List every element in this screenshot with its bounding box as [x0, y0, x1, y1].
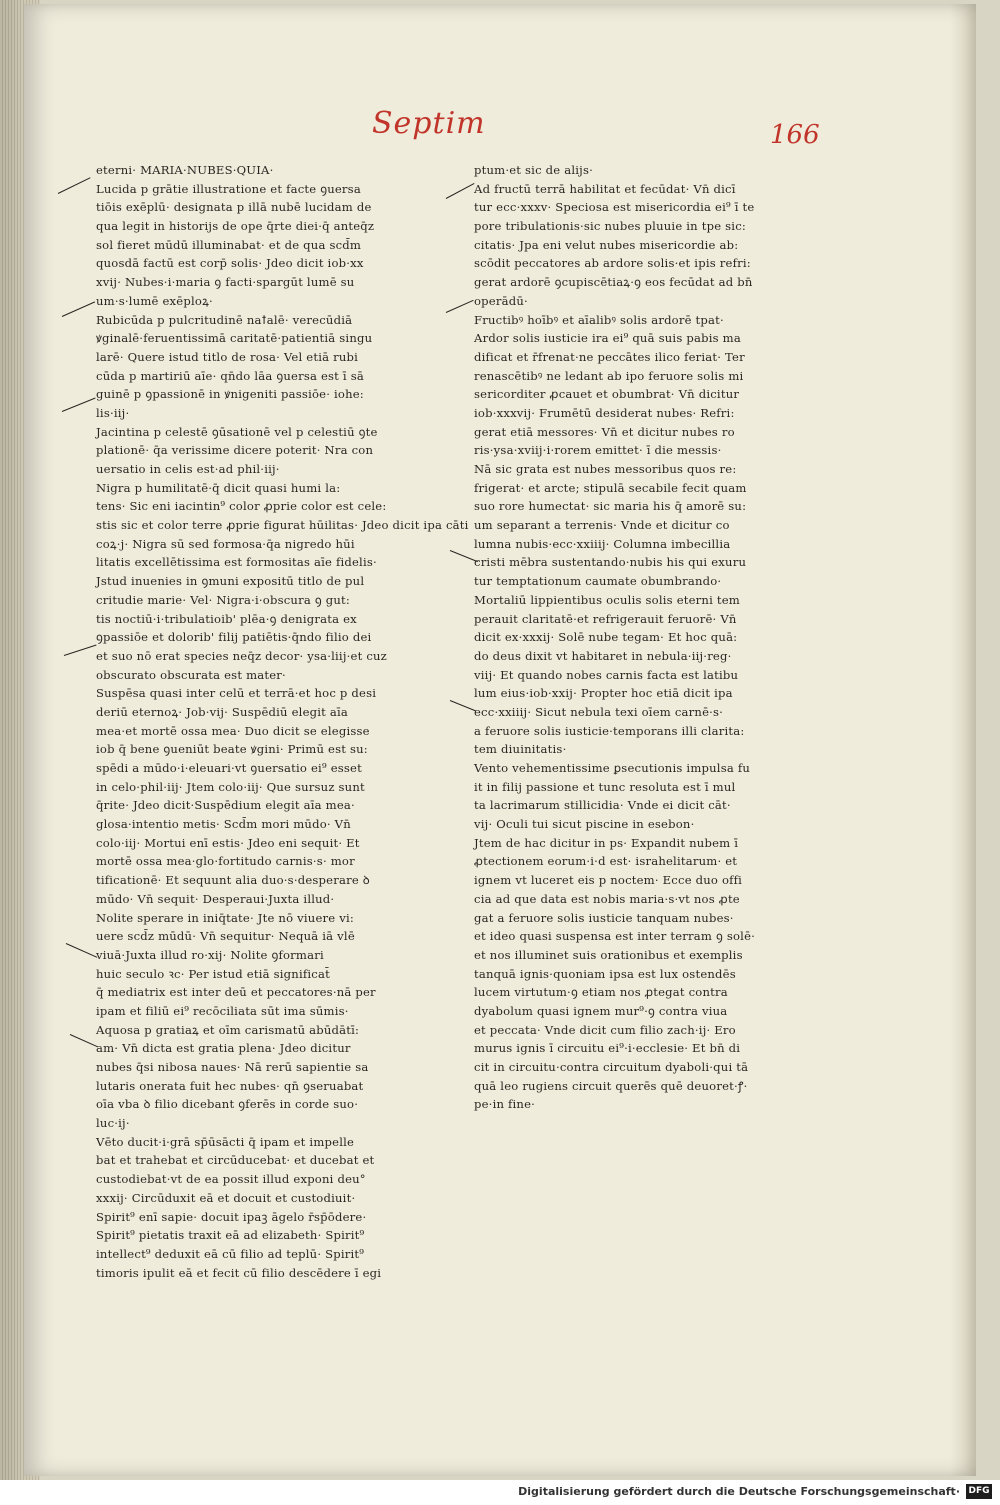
text-line: renascētibꝰ ne ledant ab ipo feruore solis mi	[474, 368, 744, 383]
text-line: Mortaliū lippientibus oculis solis eterni tem	[474, 592, 740, 607]
text-line: Spirit⁹ enī sapie· docuit ipaꝫ āgelo r̄sp̄ōdere·	[96, 1209, 367, 1224]
text-line: sol fieret mūdū illuminabat· et de qua scd̄m	[96, 237, 362, 252]
text-line: gat a feruore solis iusticie tanquam nubes·	[474, 910, 734, 925]
text-line: tens· Sic eni iacintin⁹ color ꝓprie color est cele:	[96, 499, 387, 514]
text-line: q̄ mediatrix est inter deū et peccatores·nā per	[96, 985, 376, 1000]
text-line: et nos illuminet suis orationibus et exemplis	[474, 947, 743, 962]
text-line: tur temptationum caumate obumbrando·	[474, 574, 722, 589]
text-line: obscurato obscurata est mater·	[96, 667, 286, 682]
dfg-logo: DFG	[966, 1484, 992, 1499]
running-head: Septim	[372, 106, 486, 141]
text-line: cia ad que data est nobis maria·s·vt nos ꝓte	[474, 891, 740, 906]
text-line: ris·ysa·xviij·i·rorem emittet· ī die messis·	[474, 443, 722, 458]
text-line: scōdit peccatores ab ardore solis·et ipis refri:	[474, 256, 751, 271]
text-line: Spirit⁹ pietatis traxit eā ad elizabeth· Spirit⁹	[96, 1228, 365, 1243]
text-line: bat et trahebat et circūducebat· et ducebat et	[96, 1153, 375, 1168]
text-line: it in filij passione et tunc resoluta est ī mul	[474, 779, 736, 794]
folio-number: 166	[770, 120, 820, 150]
text-line: larē· Quere istud titlo de rosa· Vel etiā rubi	[96, 349, 359, 364]
text-line: lumna nubis·ecc·xxiiij· Columna imbecillia	[474, 536, 731, 551]
text-line: xvij· Nubes·i·maria ꝯ facti·spargūt lumē su	[96, 275, 355, 290]
text-line: um separant a terrenis· Vnde et dicitur co	[474, 518, 730, 533]
text-line: eterni· MARIA·NUBES·QUIA·	[96, 163, 274, 177]
text-line: uere scd̄z mūdū· Vn̄ sequitur· Nequā iā vlē	[96, 929, 355, 944]
text-line: in celo·phil·iij· Jtem colo·iij· Que sursuz sunt	[96, 779, 365, 794]
text-line: lutaris onerata fuit hec nubes· qn̄ ꝯseruabat	[96, 1078, 364, 1093]
left-text-column	[96, 161, 469, 1282]
text-line: et suo nō erat species neq̄z decor· ysa·liij·et cuz	[96, 648, 387, 663]
text-line: Lucida p grātie illustratione et facte ꝯuersa	[96, 181, 361, 196]
text-line: coꝝ·j· Nigra sū sed formosa·q̄a nigredo hūi	[96, 536, 355, 551]
text-line: Jacintina p celestē ꝯūsationē vel p celestiū ꝯte	[96, 424, 378, 439]
text-line: quā leo rugiens circuit querēs quē deuoret·ꝭ·	[474, 1078, 748, 1093]
text-line: tificationē· Et sequunt alia duo·s·desperare ꝺ	[96, 873, 370, 888]
text-line: Jtem de hac dicitur in ps· Expandit nubem ī	[474, 835, 739, 850]
text-line: ꝟginalē·feruentissimā caritatē·patientiā singu	[96, 331, 373, 346]
text-line: qua legit in historijs de ope q̄rte diei·q̄ anteq̄z	[96, 219, 375, 234]
text-line: nubes q̄si nibosa naues· Nā rerū sapientie sa	[96, 1060, 369, 1074]
text-line: stis sic et color terre ꝓprie figurat hūilitas· Jdeo dicit ipa cāti	[96, 518, 469, 533]
text-line: cūda p martiriū aīe· qn̄do lāa ꝯuersa est ī sā	[96, 368, 364, 383]
text-line: gerat etiā messores· Vn̄ et dicitur nubes ro	[474, 424, 735, 439]
text-line: frigerat· et arcte; stipulā secabile fecit quam	[474, 480, 747, 495]
text-line: plationē· q̄a verissime dicere poterit· Nra con	[96, 443, 374, 458]
text-line: luc·ij·	[96, 1116, 130, 1131]
text-line: citatis· Jpa eni velut nubes misericordie ab:	[474, 237, 739, 252]
text-line: ignem vt luceret eis p noctem· Ecce duo offi	[474, 873, 743, 888]
text-line: guinē p ꝯpassionē in ꝟnigeniti passiōe· iohe:	[96, 387, 364, 402]
text-line: et ideo quasi suspensa est inter terram ꝯ solē·	[474, 929, 756, 944]
page-gutter-shade	[950, 4, 976, 1476]
text-line: custodiebat·vt de ea possit illud exponi deu°	[96, 1172, 366, 1187]
text-line: lum eius·iob·xxij· Propter hoc etiā dicit ipa	[474, 686, 733, 701]
text-line: tem diuinitatis·	[474, 742, 567, 757]
text-line: am· Vn̄ dicta est gratia plena· Jdeo dicitur	[96, 1041, 351, 1056]
text-line: deriū eternoꝝ· Job·vij· Suspēdiū elegit aīa	[96, 704, 349, 719]
text-line: critudie marie· Vel· Nigra·i·obscura ꝯ gut:	[96, 592, 350, 607]
text-line: iob q̄ bene ꝯueniūt beate ꝟgini· Primū est su:	[96, 742, 368, 757]
text-line: mea·et mortē ossa mea· Duo dicit se elegisse	[96, 723, 370, 738]
text-line: lis·iij·	[96, 405, 130, 420]
text-line: pe·in fine·	[474, 1097, 536, 1112]
text-line: quosdā factū est corp̄ solis· Jdeo dicit iob·xx	[96, 256, 364, 271]
text-line: Aquosa p gratiaꝝ et oīm carismatū abūdātī:	[96, 1022, 360, 1037]
text-line: cristi mēbra sustentando·nubis his qui exuru	[474, 555, 747, 570]
text-line: ecc·xxiiij· Sicut nebula texi oīem carnē·s·	[474, 704, 724, 719]
footer-credit: Digitalisierung gefördert durch die Deutsche Forschungsgemeinschaft·	[518, 1485, 960, 1498]
text-line: dyabolum quasi ignem mur⁹·ꝯ contra viua	[474, 1003, 728, 1018]
text-line: vij· Oculi tui sicut piscine in esebon·	[474, 817, 695, 832]
text-line: uersatio in celis est·ad phil·iij·	[96, 462, 280, 476]
text-line: tanquā ignis·quoniam ipsa est lux ostendēs	[474, 966, 736, 981]
text-line: ꝯpassiōe et dolorib' filij patiētis·q̄ndo filio dei	[96, 630, 372, 645]
text-line: oīa vba ꝺ filio dicebant ꝯferēs in corde suo·	[96, 1097, 359, 1112]
text-line: lucem virtutum·ꝯ etiam nos ꝓtegat contra	[474, 985, 728, 1000]
text-line: glosa·intentio metis· Scd̄m mori mūdo· Vn̄	[96, 817, 351, 832]
text-line: operādū·	[474, 293, 528, 308]
text-line: Ad fructū terrā habilitat et fecūdat· Vn̄ dicī	[474, 181, 736, 196]
text-line: Ardor solis iusticie ira ei⁹ quā suis pabis ma	[474, 331, 741, 346]
text-line: gerat ardorē ꝯcupiscētiaꝝ·ꝯ eos fecūdat ad bn̄	[474, 275, 753, 290]
text-line: Jstud inuenies in ꝯmuni expositū titlo de pul	[96, 574, 365, 589]
text-line: ptum·et sic de alijs·	[474, 163, 593, 177]
text-line: iob·xxxvij· Frumētū desiderat nubes· Refri:	[474, 405, 735, 420]
text-line: dicit ex·xxxij· Solē nube tegam· Et hoc quā:	[474, 630, 738, 645]
text-line: Fructibꝰ hoībꝰ et aīalibꝰ solis ardorē tpat·	[474, 312, 724, 327]
text-line: mūdo· Vn̄ sequit· Desperaui·Juxta illud·	[96, 891, 335, 906]
text-line: Suspēsa quasi inter celū et terrā·et hoc p desi	[96, 686, 377, 701]
text-line: perauit claritatē·et refrigerauit feruorē· Vn̄	[474, 611, 737, 626]
text-line: mortē ossa mea·glo·fortitudo carnis·s· mor	[96, 854, 355, 869]
text-line: sericorditer ꝓcauet et obumbrat· Vn̄ dicitur	[474, 387, 740, 402]
text-line: um·s·lumē exēploꝝ·	[96, 293, 213, 308]
text-line: murus ignis ī circuitu ei⁹·i·ecclesie· Et bn̄ di	[474, 1041, 741, 1056]
text-line: intellect⁹ deduxit eā cū filio ad teplū· Spirit⁹	[96, 1246, 365, 1261]
text-line: timoris ipulit eā et fecit cū filio descēdere ī egi	[96, 1265, 382, 1280]
text-line: a feruore solis iusticie·temporans illi clarita:	[474, 723, 745, 738]
text-line: dificat et r̄frenat·ne peccātes ilico feriat· Ter	[474, 349, 745, 364]
text-line: do deus dixit vt habitaret in nebula·iij·reg·	[474, 648, 732, 663]
text-line: viij· Et quando nobes carnis facta est latibu	[474, 667, 739, 682]
text-line: pore tribulationis·sic nubes pluuie in tpe sic:	[474, 219, 747, 234]
text-line: ta lacrimarum stillicidia· Vnde ei dicit cāt·	[474, 798, 731, 813]
text-line: q̄rite· Jdeo dicit·Suspēdium elegit aīa mea·	[96, 798, 355, 813]
text-line: litatis excellētissima est formositas aīe fidelis·	[96, 555, 377, 570]
right-text-column	[474, 161, 774, 1114]
text-line: Nolite sperare in iniq̄tate· Jte nō viuere vi:	[96, 910, 354, 925]
text-line: Nā sic grata est nubes messoribus quos re:	[474, 462, 737, 476]
text-line: tur ecc·xxxv· Speciosa est misericordia ei⁹ ī te	[474, 200, 755, 215]
text-line: Vēto ducit·i·grā sp̄ūsācti q̄ ipam et impelle	[96, 1134, 355, 1149]
text-line: suo rore humectat· sic maria his q̄ amorē su:	[474, 499, 747, 514]
text-line: et peccata· Vnde dicit cum filio zach·ij· Ero	[474, 1022, 736, 1037]
text-line: ipam et filiū ei⁹ recōciliata sūt ima sūmis·	[96, 1003, 349, 1018]
text-line: huic seculo ꝛc· Per istud etiā significat̄	[96, 966, 330, 981]
text-line: tis noctiū·i·tribulatioib' plēa·ꝯ denigrata ex	[96, 611, 357, 626]
text-line: spēdi a mūdo·i·eleuari·vt ꝯuersatio ei⁹ esset	[96, 761, 362, 775]
text-line: xxxij· Circūduxit eā et docuit et custodiuit·	[96, 1190, 356, 1205]
text-line: ꝓtectionem eorum·i·d est· israhelitarum· et	[474, 854, 738, 869]
text-line: Vento vehementissime ꝑsecutionis impulsa fu	[474, 761, 751, 775]
text-line: Rubicūda p pulcritudinē naꝉalē· verecūdiā	[96, 312, 353, 327]
text-line: tiōis exēplū· designata p illā nubē lucidam de	[96, 200, 372, 215]
text-line: colo·iij· Mortui enī estis· Jdeo eni sequit· Et	[96, 835, 360, 850]
text-line: viuā·Juxta illud ro·xij· Nolite ꝯformari	[96, 947, 324, 962]
text-line: cit in circuitu·contra circuitum dyaboli·qui tā	[474, 1060, 749, 1074]
text-line: Nigra p humilitatē·q̄ dicit quasi humi la:	[96, 480, 341, 495]
